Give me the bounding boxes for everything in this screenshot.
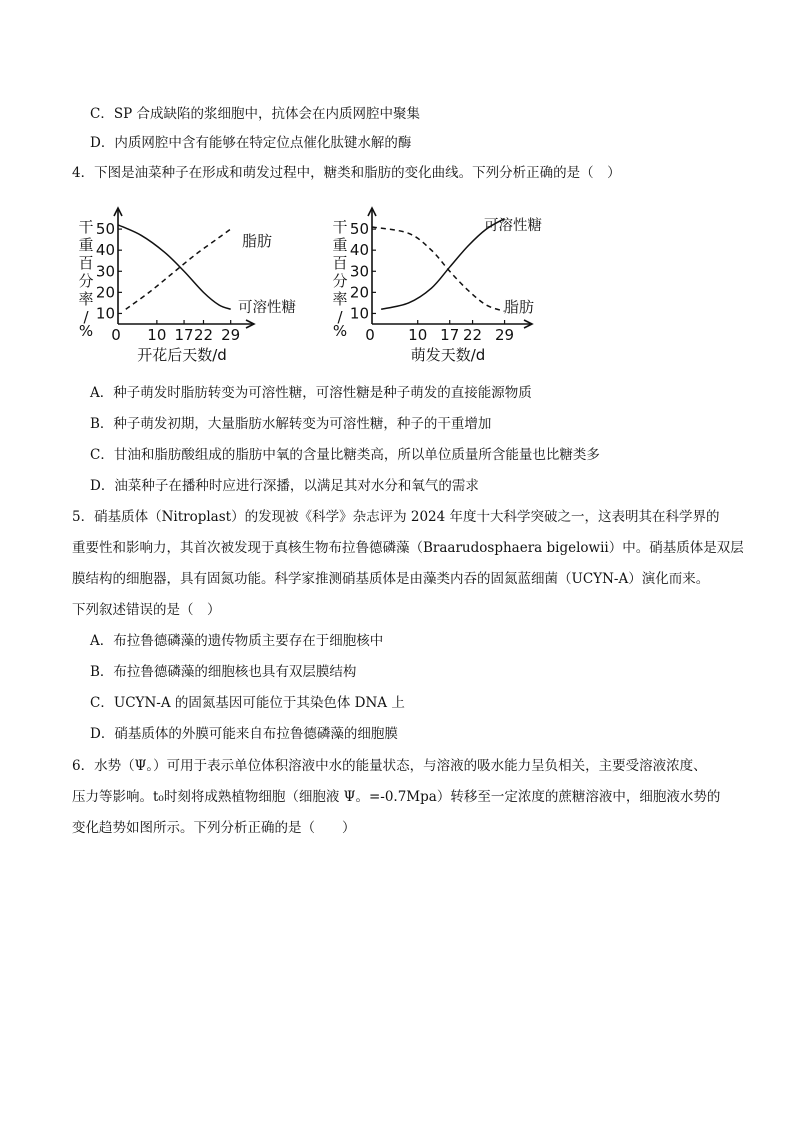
x-tick-label: 17	[174, 326, 194, 344]
q5-option-b: B．布拉鲁德磷藻的细胞核也具有双层膜结构	[90, 664, 357, 680]
y-tick-label: 40	[95, 241, 115, 260]
y-axis-label: 干重百分率/ %	[78, 218, 94, 340]
y-tick-label: 20	[95, 283, 115, 302]
q4-option-b: B．种子萌发初期，大量脂肪水解转变为可溶性糖，种子的干重增加	[90, 416, 492, 432]
series-line-sugar	[118, 225, 231, 309]
y-tick-label: 10	[95, 304, 115, 323]
question-4-stem: 4．下图是油菜种子在形成和萌发过程中，糖类和脂肪的变化曲线。下列分析正确的是（ ）	[72, 165, 621, 181]
q4-option-d: D．油菜种子在播种时应进行深播，以满足其对水分和氧气的需求	[90, 478, 479, 494]
chart-seed-germination	[328, 200, 558, 370]
question-5-line-4: 下列叙述错误的是（ ）	[72, 602, 221, 618]
y-tick-label: 10	[349, 304, 369, 323]
question-6-line-3: 变化趋势如图所示。下列分析正确的是（ ）	[72, 820, 356, 836]
q5-option-a: A．布拉鲁德磷藻的遗传物质主要存在于细胞核中	[90, 633, 384, 649]
series-label: 可溶性糖	[238, 300, 296, 316]
prev-option-c: C．SP 合成缺陷的浆细胞中，抗体会在内质网腔中聚集	[90, 106, 420, 122]
y-tick-label: 50	[95, 220, 115, 239]
x-tick-label: 0	[111, 326, 121, 344]
y-tick-label: 40	[349, 241, 369, 260]
q5-option-c: C．UCYN-A 的固氮基因可能位于其染色体 DNA 上	[90, 695, 405, 711]
question-5-line-1: 5．硝基质体（Nitroplast）的发现被《科学》杂志评为 2024 年度十大科学突破之一，这表明其在科学界的	[72, 509, 720, 525]
x-tick-label: 17	[440, 326, 460, 344]
x-tick-label: 22	[463, 326, 483, 344]
question-5-line-3: 膜结构的细胞器，具有固氮功能。科学家推测硝基质体是由藻类内吞的固氮蓝细菌（UCYN-A）演化而来。	[72, 571, 710, 587]
y-axis-label: 干重百分率/ %	[332, 218, 348, 340]
x-tick-label: 29	[221, 326, 241, 344]
y-tick-label: 50	[349, 220, 369, 239]
x-tick-label: 10	[408, 326, 428, 344]
series-label: 脂肪	[242, 232, 273, 250]
prev-option-d: D．内质网腔中含有能够在特定位点催化肽键水解的酶	[90, 135, 412, 151]
x-tick-label: 10	[147, 326, 167, 344]
question-6-line-1: 6．水势（Ψ。）可用于表示单位体积溶液中水的能量状态，与溶液的吸水能力呈负相关，主要受溶液浓度、	[72, 758, 707, 774]
y-tick-label: 20	[349, 283, 369, 302]
q4-option-c: C．甘油和脂肪酸组成的脂肪中氧的含量比糖类高，所以单位质量所含能量也比糖类多	[90, 447, 600, 463]
series-line-fat	[126, 229, 231, 309]
q5-option-d: D．硝基质体的外膜可能来自布拉鲁德磷藻的细胞膜	[90, 726, 398, 742]
question-5-line-2: 重要性和影响力，其首次被发现于真核生物布拉鲁德磷藻（Braarudosphaera bigelowii）中。硝基质体是双层	[72, 540, 744, 556]
series-label: 可溶性糖	[484, 218, 542, 234]
question-6-line-2: 压力等影响。t₀时刻将成熟植物细胞（细胞液 Ψ。=-0.7Mpa）转移至一定浓度的蔗糖溶液中，细胞液水势的	[72, 789, 721, 805]
x-tick-label: 29	[495, 326, 515, 344]
chart-seed-formation	[74, 200, 296, 370]
y-tick-label: 30	[349, 262, 369, 281]
y-tick-label: 30	[95, 262, 115, 281]
x-tick-label: 0	[365, 326, 375, 344]
x-tick-label: 22	[193, 326, 214, 344]
series-label: 脂肪	[504, 298, 535, 316]
x-axis-label: 开花后天数/d	[137, 346, 227, 364]
q4-option-a: A．种子萌发时脂肪转变为可溶性糖，可溶性糖是种子萌发的直接能源物质	[90, 385, 532, 401]
x-axis-label: 萌发天数/d	[410, 346, 486, 364]
series-line-fat	[372, 227, 505, 311]
